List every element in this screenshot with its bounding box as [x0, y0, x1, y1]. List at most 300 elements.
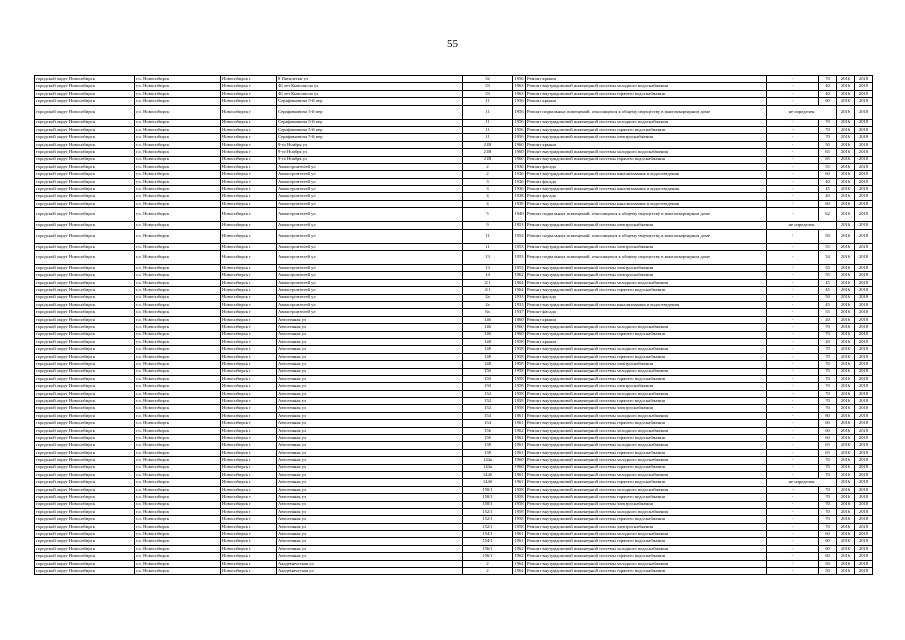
work-type-cell: Ремонт внутридомовой инженерной системы горячего водоснабжения [526, 353, 767, 360]
street-cell: Авиастроителей ул [277, 200, 463, 207]
municipality-cell: городской округ Новосибирск [35, 435, 135, 442]
settlement-cell: г.о. Новосибирск [135, 186, 221, 193]
start-year-cell: 2016 [837, 531, 855, 538]
house-number-cell: 156 [463, 427, 513, 434]
area-cell: - [767, 76, 819, 83]
start-year-cell: 2016 [837, 163, 855, 170]
city-cell: Новосибирск г [221, 390, 277, 397]
area-cell: - [767, 229, 819, 243]
cost-cell: 45 [819, 186, 837, 193]
municipality-cell: городской округ Новосибирск [35, 134, 135, 141]
table-row [35, 251, 873, 265]
settlement-cell: г.о. Новосибирск [135, 76, 221, 83]
table-row [35, 272, 873, 279]
area-cell: - [767, 156, 819, 163]
cost-cell: 70 [819, 353, 837, 360]
table-row [35, 464, 873, 471]
settlement-cell: г.о. Новосибирск [135, 193, 221, 200]
municipality-cell: городской округ Новосибирск [35, 486, 135, 493]
year-cell: 1953 [513, 251, 526, 265]
settlement-cell: г.о. Новосибирск [135, 531, 221, 538]
start-year-cell: 2016 [837, 346, 855, 353]
start-year-cell: 2016 [837, 398, 855, 405]
year-cell: 1938 [514, 193, 524, 199]
table-row [35, 171, 873, 178]
year-cell: 1961 [514, 412, 524, 418]
work-type-cell: Ремонт фасада [526, 178, 767, 185]
table-row [35, 222, 873, 229]
work-type-cell: Ремонт подвальных помещений, относящихся к общему имуществу в многоквартирном доме [526, 229, 767, 243]
settlement-cell: г.о. Новосибирск [135, 390, 221, 397]
work-type-cell: Ремонт внутридомовой инженерной системы электроснабжения [526, 361, 767, 368]
settlement-cell: г.о. Новосибирск [135, 316, 221, 323]
area-cell: - [767, 464, 819, 471]
work-type-cell: Ремонт внутридомовой инженерной системы электроснабжения [526, 265, 767, 272]
start-year-cell: 2016 [837, 383, 855, 390]
cost-cell: 70 [819, 324, 837, 331]
house-number-cell: 156 [463, 435, 513, 442]
start-year-cell: 2016 [837, 545, 855, 552]
house-number-cell: 9 [463, 222, 513, 229]
cost-cell: 70 [819, 398, 837, 405]
street-cell: Автогенная ул [277, 457, 463, 464]
table-row [35, 405, 873, 412]
area-cell: - [767, 457, 819, 464]
settlement-cell: г.о. Новосибирск [135, 163, 221, 170]
settlement-cell: г.о. Новосибирск [135, 178, 221, 185]
end-year-cell: 2018 [855, 76, 873, 83]
work-type-cell: Ремонт внутридомовой инженерной системы канализования и водоотведения [526, 171, 767, 178]
street-cell: Академическая ул [277, 560, 463, 567]
table-row [35, 560, 873, 567]
table-row [35, 301, 873, 308]
house-number-cell: 11 [463, 119, 513, 126]
year-cell: 1958 [514, 390, 524, 396]
settlement-cell: г.о. Новосибирск [135, 149, 221, 156]
year-cell: 1960 [514, 149, 524, 155]
table-row [35, 531, 873, 538]
work-type-cell: Ремонт подвальных помещений, относящихся к общему имуществу в многоквартирном доме [526, 251, 767, 265]
cost-cell: 60 [819, 200, 837, 207]
cost-cell: 50 [819, 560, 837, 567]
municipality-cell: городской округ Новосибирск [35, 398, 135, 405]
municipality-cell: городской округ Новосибирск [35, 420, 135, 427]
area-cell: - [767, 178, 819, 185]
table-row [35, 200, 873, 207]
street-cell: Академическая ул [277, 568, 463, 575]
start-year-cell: 2016 [837, 338, 855, 345]
work-type-cell: Ремонт фасада [526, 294, 767, 301]
city-cell: Новосибирск г [221, 508, 277, 515]
start-year-cell: 2016 [837, 208, 855, 222]
street-cell: Серафимовича 5-й пер [277, 98, 463, 105]
settlement-cell: г.о. Новосибирск [135, 442, 221, 449]
start-year-cell: 2016 [837, 368, 855, 375]
municipality-cell: городской округ Новосибирск [35, 338, 135, 345]
settlement-cell: г.о. Новосибирск [135, 538, 221, 545]
year-cell: 1958 [514, 508, 524, 514]
house-number-cell: 11 [463, 229, 513, 243]
end-year-cell: 2018 [855, 383, 873, 390]
end-year-cell: 2018 [855, 105, 873, 119]
city-cell: Новосибирск г [221, 279, 277, 286]
year-cell: 1953 [514, 222, 524, 228]
start-year-cell: 2016 [837, 471, 855, 478]
house-number-cell: 13 [463, 251, 513, 265]
year-cell: 1960 [514, 331, 524, 337]
city-cell: Новосибирск г [221, 105, 277, 119]
start-year-cell: 2016 [837, 479, 855, 486]
municipality-cell: городской округ Новосибирск [35, 200, 135, 207]
start-year-cell: 2016 [837, 294, 855, 301]
table-row [35, 420, 873, 427]
start-year-cell: 2016 [837, 76, 855, 83]
city-cell: Новосибирск г [221, 471, 277, 478]
end-year-cell: 2018 [855, 134, 873, 141]
work-type-cell: Ремонт внутридомовой инженерной системы холодного водоснабжения [526, 346, 767, 353]
work-type-cell: Ремонт внутридомовой инженерной системы холодного водоснабжения [526, 279, 767, 286]
city-cell: Новосибирск г [221, 171, 277, 178]
cost-cell: 54 [819, 251, 837, 265]
municipality-cell: городской округ Новосибирск [35, 229, 135, 243]
area-cell: - [767, 272, 819, 279]
work-type-cell: Ремонт внутридомовой инженерной системы холодного водоснабжения [526, 427, 767, 434]
work-type-cell: Ремонт внутридомовой инженерной системы горячего водоснабжения [526, 494, 767, 501]
house-number-cell: 32 [463, 76, 513, 83]
area-cell: - [767, 523, 819, 530]
settlement-cell: г.о. Новосибирск [135, 508, 221, 515]
street-cell: Автогенная ул [277, 368, 463, 375]
municipality-cell: городской округ Новосибирск [35, 272, 135, 279]
work-type-cell: Ремонт внутридомовой инженерной системы холодного водоснабжения [526, 560, 767, 567]
end-year-cell: 2018 [855, 560, 873, 567]
cost-cell: 70 [819, 331, 837, 338]
start-year-cell: 2016 [837, 149, 855, 156]
settlement-cell: г.о. Новосибирск [135, 523, 221, 530]
start-year-cell: 2016 [837, 405, 855, 412]
city-cell: Новосибирск г [221, 412, 277, 419]
area-cell: - [767, 405, 819, 412]
municipality-cell: городской округ Новосибирск [35, 383, 135, 390]
start-year-cell: 2016 [837, 464, 855, 471]
street-cell: Автогенная ул [277, 471, 463, 478]
work-type-cell: Ремонт внутридомовой инженерной системы электроснабжения [526, 272, 767, 279]
house-number-cell: 154 [463, 420, 513, 427]
city-cell: Новосибирск г [221, 435, 277, 442]
year-cell: 1958 [514, 501, 524, 507]
street-cell: Автогенная ул [277, 316, 463, 323]
house-number-cell: 3 [463, 178, 513, 185]
settlement-cell: г.о. Новосибирск [135, 398, 221, 405]
table-row [35, 156, 873, 163]
city-cell: Новосибирск г [221, 486, 277, 493]
house-number-cell: 152 [463, 398, 513, 405]
cost-cell: 70 [819, 383, 837, 390]
cost-cell: 55 [819, 265, 837, 272]
street-cell: 9-го Ноября ул [277, 141, 463, 148]
area-cell: - [767, 435, 819, 442]
settlement-cell: г.о. Новосибирск [135, 134, 221, 141]
municipality-cell: городской округ Новосибирск [35, 523, 135, 530]
city-cell: Новосибирск г [221, 272, 277, 279]
house-number-cell: 21В [463, 156, 513, 163]
cost-cell: 70 [819, 464, 837, 471]
year-cell: 1961 [514, 420, 524, 426]
settlement-cell: г.о. Новосибирск [135, 486, 221, 493]
city-cell: Новосибирск г [221, 186, 277, 193]
house-number-cell: 144б [463, 479, 513, 486]
house-number-cell: 4 [463, 193, 513, 200]
work-type-cell: Ремонт внутридомовой инженерной системы горячего водоснабжения [526, 538, 767, 545]
work-type-cell: Ремонт внутридомовой инженерной системы холодного водоснабжения [526, 545, 767, 552]
start-year-cell: 2016 [837, 427, 855, 434]
street-cell: Авиастроителей ул [277, 301, 463, 308]
year-cell: 1960 [514, 457, 524, 463]
municipality-cell: городской округ Новосибирск [35, 98, 135, 105]
city-cell: Новосибирск г [221, 538, 277, 545]
table-row [35, 163, 873, 170]
year-cell: 1958 [514, 338, 524, 344]
work-type-cell: Ремонт внутридомовой инженерной системы горячего водоснабжения [526, 420, 767, 427]
city-cell: Новосибирск г [221, 398, 277, 405]
table-row [35, 208, 873, 222]
street-cell: Автогенная ул [277, 508, 463, 515]
start-year-cell: 2016 [837, 90, 855, 97]
table-row [35, 486, 873, 493]
house-number-cell: 150 [463, 383, 513, 390]
city-cell: Новосибирск г [221, 287, 277, 294]
area-cell: - [767, 560, 819, 567]
start-year-cell: 2016 [837, 251, 855, 265]
year-cell: 1940 [513, 208, 526, 222]
end-year-cell: 2018 [855, 193, 873, 200]
city-cell: Новосибирск г [221, 178, 277, 185]
municipality-cell: городской округ Новосибирск [35, 442, 135, 449]
street-cell: Авиастроителей ул [277, 178, 463, 185]
start-year-cell: 2016 [837, 324, 855, 331]
area-cell: - [767, 287, 819, 294]
cost-cell: 60 [819, 553, 837, 560]
year-cell: 1961 [514, 530, 524, 536]
municipality-cell: городской округ Новосибирск [35, 361, 135, 368]
street-cell: Автогенная ул [277, 464, 463, 471]
start-year-cell: 2016 [837, 523, 855, 530]
end-year-cell: 2018 [855, 368, 873, 375]
street-cell: Авиастроителей ул [277, 309, 463, 316]
year-cell: 1962 [514, 545, 524, 551]
year-cell: 1956 [514, 134, 524, 140]
table-row [35, 76, 873, 83]
year-cell: 1956 [514, 119, 524, 125]
table-row [35, 119, 873, 126]
area-cell: - [767, 98, 819, 105]
cost-cell: 45 [819, 279, 837, 286]
street-cell: Автогенная ул [277, 545, 463, 552]
municipality-cell: городской округ Новосибирск [35, 568, 135, 575]
settlement-cell: г.о. Новосибирск [135, 331, 221, 338]
work-type-cell: Ремонт внутридомовой инженерной системы горячего водоснабжения [526, 479, 767, 486]
house-number-cell: 146 [463, 316, 513, 323]
settlement-cell: г.о. Новосибирск [135, 568, 221, 575]
table-row [35, 229, 873, 243]
city-cell: Новосибирск г [221, 90, 277, 97]
municipality-cell: городской округ Новосибирск [35, 479, 135, 486]
work-type-cell: Ремонт внутридомовой инженерной системы холодного водоснабжения [526, 390, 767, 397]
cost-cell: 50 [819, 141, 837, 148]
end-year-cell: 2018 [855, 427, 873, 434]
start-year-cell: 2016 [837, 178, 855, 185]
city-cell: Новосибирск г [221, 457, 277, 464]
start-year-cell: 2016 [837, 442, 855, 449]
table-row [35, 427, 873, 434]
year-cell: 1958 [514, 368, 524, 374]
start-year-cell: 2016 [837, 494, 855, 501]
year-cell: 1960 [514, 324, 524, 330]
end-year-cell: 2018 [855, 301, 873, 308]
year-cell: 1956 [514, 98, 524, 104]
table-row [35, 368, 873, 375]
municipality-cell: городской округ Новосибирск [35, 324, 135, 331]
work-type-cell: Ремонт внутридомовой инженерной системы холодного водоснабжения [526, 412, 767, 419]
municipality-cell: городской округ Новосибирск [35, 471, 135, 478]
cost-cell: 45 [819, 301, 837, 308]
cost-cell: 70 [819, 516, 837, 523]
area-cell: - [767, 568, 819, 575]
house-number-cell: 150/1 [463, 501, 513, 508]
street-cell: Серафимовича 5-й пер [277, 134, 463, 141]
end-year-cell: 2018 [855, 316, 873, 323]
table-row [35, 479, 873, 486]
settlement-cell: г.о. Новосибирск [135, 126, 221, 133]
house-number-cell: 2 [463, 171, 513, 178]
table-row [35, 361, 873, 368]
start-year-cell: 2016 [837, 508, 855, 515]
settlement-cell: г.о. Новосибирск [135, 471, 221, 478]
settlement-cell: г.о. Новосибирск [135, 105, 221, 119]
table-row [35, 83, 873, 90]
year-cell: 1958 [514, 486, 524, 492]
settlement-cell: г.о. Новосибирск [135, 560, 221, 567]
municipality-cell: городской округ Новосибирск [35, 265, 135, 272]
start-year-cell: 2016 [837, 222, 855, 229]
cost-cell: 60 [819, 531, 837, 538]
table-row [35, 98, 873, 105]
area-cell: - [767, 126, 819, 133]
municipality-cell: городской округ Новосибирск [35, 83, 135, 90]
street-cell: Автогенная ул [277, 523, 463, 530]
work-type-cell: Ремонт внутридомовой инженерной системы горячего водоснабжения [526, 553, 767, 560]
street-cell: Авиастроителей ул [277, 193, 463, 200]
year-cell: 1962 [514, 434, 524, 440]
year-cell: 1961 [514, 442, 524, 448]
settlement-cell: г.о. Новосибирск [135, 222, 221, 229]
start-year-cell: 2016 [837, 186, 855, 193]
year-cell: 1936 [514, 163, 524, 169]
cost-cell: 70 [819, 368, 837, 375]
area-cell: - [767, 361, 819, 368]
end-year-cell: 2018 [855, 243, 873, 250]
cost-cell: 45 [819, 287, 837, 294]
start-year-cell: 2016 [837, 538, 855, 545]
city-cell: Новосибирск г [221, 553, 277, 560]
work-type-cell: Ремонт внутридомовой инженерной системы канализования и водоотведения [526, 186, 767, 193]
house-number-cell: 150/1 [463, 494, 513, 501]
street-cell: Автогенная ул [277, 479, 463, 486]
house-number-cell: 21В [463, 149, 513, 156]
city-cell: Новосибирск г [221, 479, 277, 486]
city-cell: Новосибирск г [221, 361, 277, 368]
cost-cell: 60 [819, 538, 837, 545]
cost-cell: 20 [819, 338, 837, 345]
start-year-cell: 2016 [837, 486, 855, 493]
end-year-cell: 2018 [855, 186, 873, 193]
street-cell: Автогенная ул [277, 405, 463, 412]
table-row [35, 390, 873, 397]
start-year-cell: 2016 [837, 105, 855, 119]
street-cell: Автогенная ул [277, 375, 463, 382]
end-year-cell: 2018 [855, 449, 873, 456]
start-year-cell: 2016 [837, 156, 855, 163]
house-number-cell: 11 [463, 105, 513, 119]
area-cell: - [767, 316, 819, 323]
city-cell: Новосибирск г [221, 229, 277, 243]
cost-cell: 70 [819, 126, 837, 133]
cost-cell: 65 [819, 442, 837, 449]
end-year-cell: 2018 [855, 272, 873, 279]
cost-cell: 65 [819, 449, 837, 456]
work-type-cell: Ремонт внутридомовой инженерной системы холодного водоснабжения [526, 457, 767, 464]
municipality-cell: городской округ Новосибирск [35, 464, 135, 471]
city-cell: Новосибирск г [221, 346, 277, 353]
municipality-cell: городской округ Новосибирск [35, 545, 135, 552]
cost-cell: 60 [819, 427, 837, 434]
house-number-cell: 154/1 [463, 531, 513, 538]
municipality-cell: городской округ Новосибирск [35, 346, 135, 353]
end-year-cell: 2018 [855, 405, 873, 412]
area-cell: - [767, 545, 819, 552]
municipality-cell: городской округ Новосибирск [35, 178, 135, 185]
area-cell: - [767, 309, 819, 316]
house-number-cell: 2а [463, 294, 513, 301]
house-number-cell: 150 [463, 375, 513, 382]
end-year-cell: 2018 [855, 501, 873, 508]
area-cell: - [767, 471, 819, 478]
end-year-cell: 2018 [855, 178, 873, 185]
street-cell: Авиастроителей ул [277, 272, 463, 279]
start-year-cell: 2016 [837, 287, 855, 294]
city-cell: Новосибирск г [221, 134, 277, 141]
area-cell: - [767, 516, 819, 523]
work-type-cell: Ремонт внутридомовой инженерной системы электроснабжения [526, 222, 767, 229]
end-year-cell: 2018 [855, 457, 873, 464]
start-year-cell: 2016 [837, 560, 855, 567]
work-type-cell: Ремонт внутридомовой инженерной системы электроснабжения [526, 405, 767, 412]
work-type-cell: Ремонт внутридомовой инженерной системы горячего водоснабжения [526, 435, 767, 442]
municipality-cell: городской округ Новосибирск [35, 119, 135, 126]
cost-cell: 70 [819, 501, 837, 508]
settlement-cell: г.о. Новосибирск [135, 208, 221, 222]
table-row [35, 134, 873, 141]
start-year-cell: 2016 [837, 119, 855, 126]
year-cell: 1953 [514, 264, 524, 270]
municipality-cell: городской округ Новосибирск [35, 331, 135, 338]
start-year-cell: 2016 [837, 375, 855, 382]
work-type-cell: Ремонт фасада [526, 309, 767, 316]
house-number-cell: 154/1 [463, 538, 513, 545]
end-year-cell: 2018 [855, 141, 873, 148]
cost-cell: 70 [819, 134, 837, 141]
municipality-cell: городской округ Новосибирск [35, 494, 135, 501]
